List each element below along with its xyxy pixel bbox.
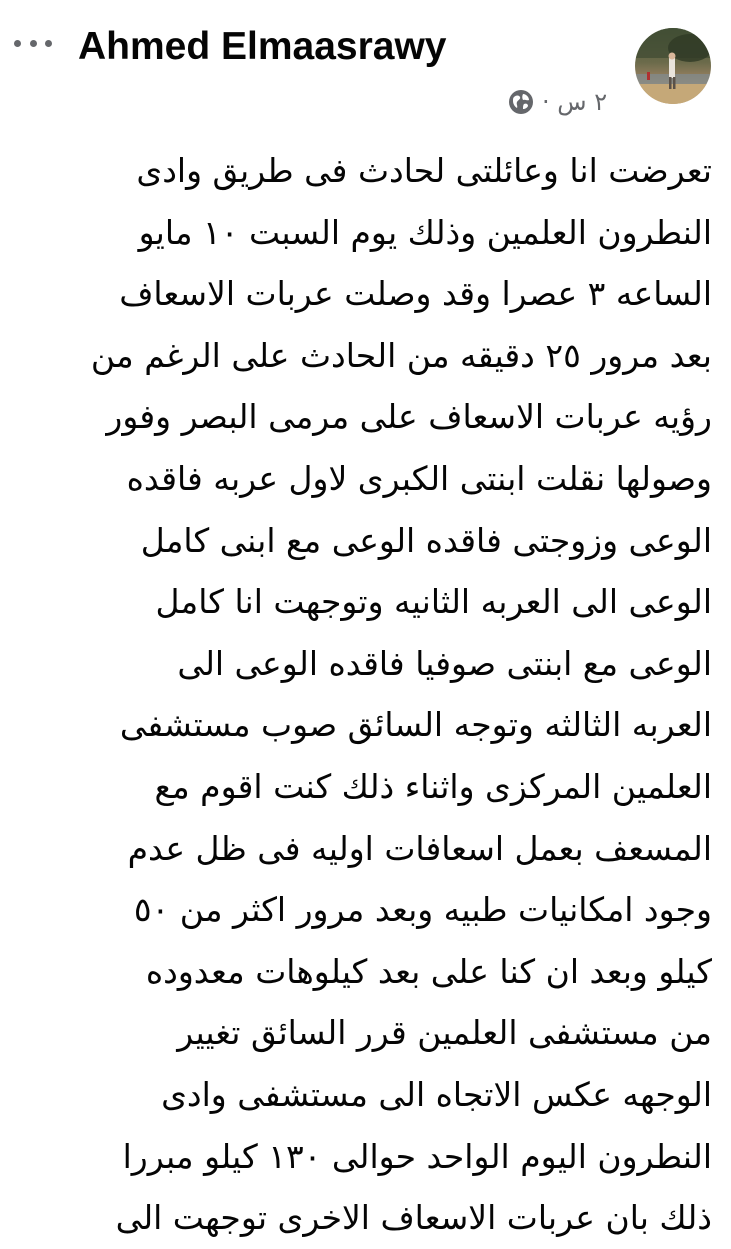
more-options-icon-dot (30, 40, 37, 47)
post-text-line: الوعى وزوجتى فاقده الوعى مع ابنى كامل (140, 520, 712, 560)
avatar[interactable] (635, 28, 711, 104)
post-text-line: كيلو وبعد ان كنا على بعد كيلوهات معدوده (145, 951, 712, 991)
author-name[interactable]: Ahmed Elmaasrawy (78, 25, 447, 68)
post-meta (508, 86, 607, 118)
post-text-line: الوعى الى العربه الثانيه وتوجهت انا كامل (155, 582, 712, 622)
post-timestamp[interactable]: ٢ س · (542, 88, 608, 116)
post-text-line: تعرضت انا وعائلتى لحادث فى طريق وادى (136, 151, 712, 190)
post-text-line: الساعه ٣ عصرا وقد وصلت عربات الاسعاف (119, 274, 712, 314)
post-text-line: من مستشفى العلمين قرر السائق تغيير (177, 1013, 712, 1053)
post-text-line: العلمين المركزى واثناء ذلك كنت اقوم مع (154, 766, 712, 806)
post-text-line: العربه الثالثه وتوجه السائق صوب مستشفى (119, 705, 712, 745)
post-text-line: الوجهه عكس الاتجاه الى مستشفى وادى (161, 1074, 712, 1114)
more-options-button[interactable] (10, 28, 56, 58)
post-body (20, 140, 712, 1249)
post-text-line: الوعى مع ابنتى صوفيا فاقده الوعى الى (177, 643, 712, 683)
post-text-line: ذلك بان عربات الاسعاف الاخرى توجهت الى (115, 1198, 712, 1238)
post-text-line: النطرون اليوم الواحد حوالى ١٣٠ كيلو مبررا (122, 1136, 712, 1176)
post-text-line: بعد مرور ٢٥ دقيقه من الحادث على الرغم من (90, 335, 712, 375)
avatar-photo (635, 28, 711, 104)
more-options-icon (14, 40, 21, 47)
post-header (0, 0, 731, 130)
globe-icon[interactable] (508, 89, 534, 115)
post-text-line: وجود امكانيات طبيه وبعد مرور اكثر من ٥٠ (133, 890, 712, 930)
post-text-line: وصولها نقلت ابنتى الكبرى لاول عربه فاقده (126, 458, 712, 498)
more-options-icon-dot (45, 40, 52, 47)
post-text-line: رؤيه عربات الاسعاف على مرمى البصر وفور (106, 397, 712, 437)
post-text-line: المسعف بعمل اسعافات اوليه فى ظل عدم (127, 828, 712, 868)
post-text-line: النطرون العلمين وذلك يوم السبت ١٠ مايو (138, 212, 712, 252)
